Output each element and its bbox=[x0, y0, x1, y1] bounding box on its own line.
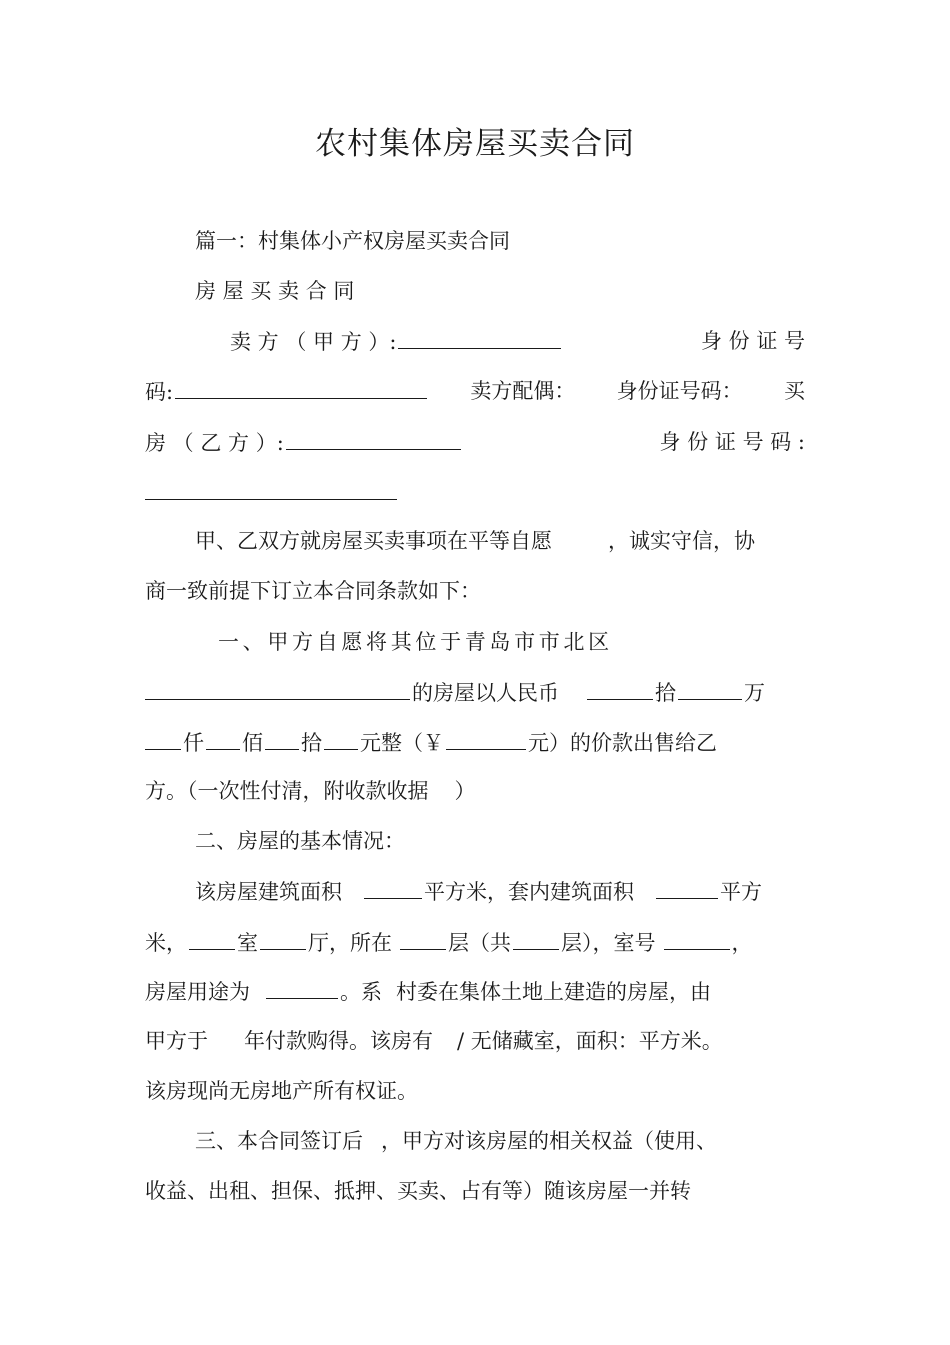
price-tail: 元）的价款出售给乙 bbox=[528, 731, 717, 755]
inner-area-blank bbox=[656, 876, 718, 899]
meter-label: 米， bbox=[145, 931, 187, 955]
buyer-name-blank bbox=[286, 427, 461, 450]
unit-shi-2: 拾 bbox=[301, 731, 322, 755]
buyer-label-group bbox=[145, 427, 463, 458]
area-blank bbox=[364, 876, 422, 899]
unit-qian: 仟 bbox=[183, 731, 204, 755]
contract-heading-text: 房 屋 买 卖 合 同 bbox=[195, 279, 355, 303]
usage-label: 房屋用途为 bbox=[145, 980, 250, 1004]
clause-1-line-1 bbox=[218, 627, 805, 657]
seller-id-label-end: 码: bbox=[145, 380, 174, 404]
total-floor-blank bbox=[513, 927, 559, 950]
subtitle-line bbox=[195, 226, 805, 256]
seller-spouse-label: 卖方配偶： bbox=[470, 379, 576, 403]
unit-wan: 万 bbox=[744, 681, 765, 705]
certificate-text: 该房现尚无房地产所有权证。 bbox=[145, 1079, 418, 1103]
subtitle-text: 篇一：村集体小产权房屋买卖合同 bbox=[195, 229, 510, 253]
preamble-text-1: 甲、乙双方就房屋买卖事项在平等自愿 bbox=[195, 529, 552, 553]
area-label: 该房屋建筑面积 bbox=[195, 880, 342, 904]
hall-blank bbox=[260, 927, 306, 950]
payment-text: 方。（一次性付清，附收款收据 bbox=[145, 779, 429, 803]
seller-id-label: 身 份 证 号 bbox=[700, 329, 805, 353]
clause-3-text-3: 收益、出租、担保、抵押、买卖、占有等）随该房屋一并转 bbox=[145, 1179, 691, 1203]
buyer-id-label: 身 份 证 号 码 : bbox=[659, 430, 805, 454]
clause-3-text-2: ，甲方对该房屋的相关权益（使用、 bbox=[381, 1129, 717, 1153]
clause-2-line-2 bbox=[145, 927, 805, 958]
preamble-line-1 bbox=[195, 526, 805, 556]
yuan-blank bbox=[324, 727, 358, 750]
seller-name-blank bbox=[398, 326, 561, 349]
room-number-blank bbox=[664, 927, 730, 950]
clause-2-line-5 bbox=[145, 1076, 805, 1106]
storage-text: / 无储藏室，面积：平方米。 bbox=[457, 1029, 723, 1053]
clause-2-heading-line bbox=[195, 826, 805, 856]
price-label: 的房屋以人民币 bbox=[412, 681, 559, 705]
floor-blank bbox=[400, 927, 446, 950]
buyer-label: 房 （ 乙 方 ）: bbox=[145, 431, 284, 455]
room-label: 室 bbox=[237, 931, 258, 955]
clause-1-line-3 bbox=[145, 727, 805, 758]
hall-label: 厅，所在 bbox=[308, 931, 392, 955]
square-label: 平方 bbox=[720, 880, 762, 904]
room-blank bbox=[189, 927, 235, 950]
preamble-text-2: ，诚实守信，协 bbox=[608, 529, 755, 553]
clause-2-line-4 bbox=[145, 1026, 805, 1056]
room-number-label: 层），室号 bbox=[561, 931, 656, 955]
document-title: 农村集体房屋买卖合同 bbox=[315, 126, 635, 162]
spouse-id-label: 身份证号码： bbox=[616, 379, 743, 403]
ten-blank bbox=[587, 677, 653, 700]
clause-1-line-2 bbox=[145, 677, 805, 708]
clause-3-line-1 bbox=[195, 1126, 805, 1156]
location-blank bbox=[145, 677, 410, 700]
unit-yuan: 元整（￥ bbox=[360, 731, 444, 755]
unit-shi: 拾 bbox=[655, 681, 676, 705]
seller-id-line bbox=[145, 376, 805, 407]
usage-blank bbox=[266, 976, 338, 999]
buyer-label-start: 买 bbox=[783, 379, 805, 403]
seller-id-blank bbox=[175, 376, 427, 399]
floor-label: 层（共 bbox=[448, 931, 511, 955]
buyer-id-line bbox=[145, 477, 805, 508]
amount-blank bbox=[446, 727, 526, 750]
clause-2-line-3 bbox=[145, 976, 805, 1007]
seller-label-group bbox=[230, 326, 563, 357]
inner-area-label: 平方米，套内建筑面积 bbox=[424, 880, 634, 904]
contract-heading-line bbox=[195, 276, 805, 306]
wan-blank bbox=[678, 677, 742, 700]
purchase-label: 甲方于 bbox=[145, 1029, 208, 1053]
clause-3-line-2 bbox=[145, 1176, 805, 1206]
shi-blank bbox=[265, 727, 299, 750]
qian-blank bbox=[145, 727, 181, 750]
clause-1-line-4 bbox=[145, 776, 805, 806]
payment-close: ） bbox=[454, 779, 476, 803]
comma: ， bbox=[731, 931, 753, 955]
unit-bai: 佰 bbox=[242, 731, 263, 755]
preamble-line-2 bbox=[145, 576, 805, 606]
buyer-id-blank bbox=[145, 477, 397, 500]
usage-tail: 。系 bbox=[340, 980, 382, 1004]
clause-3-text-1: 三、本合同签订后 bbox=[195, 1129, 363, 1153]
preamble-text-3: 商一致前提下订立本合同条款如下： bbox=[145, 579, 481, 603]
seller-label: 卖 方 （ 甲 方 ）: bbox=[230, 330, 397, 354]
bai-blank bbox=[206, 727, 240, 750]
clause-2-line-1 bbox=[195, 876, 805, 907]
buyer-line bbox=[145, 427, 805, 458]
clause-1-text-1: 一 、 甲 方 自 愿 将 其 位 于 青 岛 市 市 北 区 bbox=[218, 630, 608, 654]
village-text: 村委在集体土地上建造的房屋，由 bbox=[396, 980, 711, 1004]
purchase-year-text: 年付款购得。该房有 bbox=[244, 1029, 433, 1053]
clause-2-heading: 二、房屋的基本情况： bbox=[195, 829, 405, 853]
seller-line bbox=[230, 326, 805, 357]
seller-id-group bbox=[145, 376, 429, 407]
